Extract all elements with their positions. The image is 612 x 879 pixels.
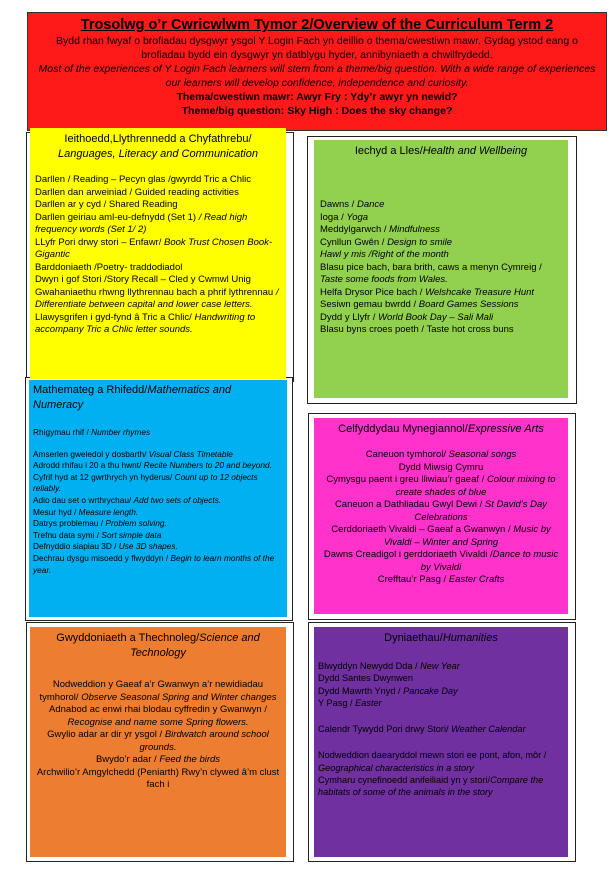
item-welsh-text: Gwylio adar ar dir yr ysgol / (47, 729, 165, 740)
item-english-text: Problem solving. (105, 518, 167, 529)
item-welsh-text: Calendr Tywydd Pori drwy Stori/ (318, 724, 452, 735)
list-item (35, 199, 281, 212)
item-english-text: Design to smile (387, 236, 453, 248)
list-item (318, 685, 564, 697)
item-welsh-text: Sesiwn gemau bwrdd / (320, 299, 419, 310)
item-english-text: Taste some foods from Wales. (320, 274, 448, 285)
item-welsh-text: Mesur hyd / (33, 506, 79, 517)
language-list (35, 174, 281, 337)
item-welsh-text: Darllen ar y cyd / Shared Reading (35, 199, 178, 210)
maths-panel (29, 380, 287, 617)
item-english-text: Begin to learn months of the year. (33, 552, 275, 575)
list-item (33, 553, 283, 576)
item-welsh-text: Datrys problemau / (33, 518, 106, 529)
item-welsh-text: Darllen dan arweiniad / Guided reading activities (35, 186, 239, 198)
list-item (318, 672, 564, 684)
item-english-text: Use 3D shapes. (118, 541, 178, 552)
list-item (320, 324, 562, 337)
language-panel (30, 128, 286, 379)
item-welsh-text: Llawysgrifen i gyd-fynd â Tric a Chlic/ (35, 311, 192, 323)
item-welsh-text: Nodweddion y Gaeaf a’r Gwanwyn a’r newidiadau tymhorol/ (39, 679, 264, 703)
list-item (320, 249, 562, 262)
list-item (36, 754, 280, 767)
item-welsh-text: Defnyddio siapiau 3D / (33, 541, 119, 552)
humanities-panel (314, 627, 568, 857)
item-english-text: New Year (420, 661, 460, 671)
item-english-text: Sort simple data (101, 529, 162, 540)
item-english-text: Count up to 12 objects reliably. (33, 471, 258, 494)
list-item (320, 449, 562, 462)
list-item (35, 212, 281, 237)
item-english-text: St David’s Day Celebrations (414, 499, 548, 523)
item-welsh-text: Bwydo’r adar / (95, 754, 160, 765)
list-item (320, 474, 562, 499)
item-welsh-text: Adrodd rhifau i 20 a thu hwnt/ (33, 460, 142, 471)
list-item (318, 774, 564, 799)
list-item (33, 427, 283, 439)
maths-list (33, 427, 283, 439)
humanities-list (318, 749, 564, 798)
item-welsh-text: Adio dau set o wrthrychau/ (33, 494, 134, 505)
health-panel (314, 140, 568, 398)
item-welsh-text: Barddoniaeth /Poetry- traddodiadol (35, 261, 183, 273)
science-panel (30, 627, 286, 857)
list-item (320, 237, 562, 250)
language-title: Ieithoedd,Llythrennedd a Chyfathrebu/ Languages, Literacy and Communication (58, 133, 258, 160)
expressive-title: Celfyddydau Mynegiannol/Expressive Arts (338, 423, 544, 435)
list-item (33, 518, 283, 530)
health-title: Iechyd a Lles/Health and Wellbeing (354, 145, 528, 157)
maths-list (33, 449, 283, 577)
theme-english: Theme/big question: Sky High : Does the sky change? (181, 105, 453, 117)
item-welsh-text: Caneuon a Dathliadau Gwyl Dewi / (334, 499, 485, 510)
list-item (35, 312, 281, 337)
maths-title: Mathemateg a Rhifedd/Mathematics and Numeracy (33, 384, 232, 411)
list-item (318, 697, 564, 709)
item-english-text: Feed the birds (159, 754, 221, 765)
list-item (33, 541, 283, 553)
item-english-text: Book Trust Chosen Book- Gigantic (35, 236, 273, 260)
list-item (33, 507, 283, 519)
list-item (320, 549, 562, 574)
item-welsh-text: Blasu byns croes poeth / Taste hot cross buns (320, 324, 514, 335)
header-banner (27, 12, 607, 131)
expressive-list (320, 449, 562, 587)
item-welsh-text: Dydd Miwsig Cymru (398, 461, 484, 473)
list-item (320, 524, 562, 549)
list-item (320, 299, 562, 312)
list-item (35, 174, 281, 187)
item-welsh-text: Dydd Mawrth Ynyd / (318, 685, 404, 696)
item-english-text: Easter (355, 697, 382, 708)
list-item (320, 312, 562, 325)
item-welsh-text: Dechrau dysgu misoedd y flwyddyn / (33, 552, 171, 563)
item-english-text: Recognise and name some Spring flowers. (67, 716, 249, 728)
list-item (33, 495, 283, 507)
item-english-text: Compare the habitats of some of the animals in the story (318, 775, 544, 798)
item-welsh-text: Gwahaniaethu rhwng llythrennau bach a phrif lythrennau (35, 286, 274, 298)
item-welsh-text: Ioga / (320, 211, 347, 223)
item-english-text: Easter Crafts (448, 574, 505, 585)
list-item (320, 574, 562, 587)
item-welsh-text: Dydd y Llyfr / (320, 311, 379, 323)
list-item (36, 704, 280, 729)
item-welsh-text: Helfa Drysor Pice bach / (320, 286, 426, 298)
list-item (318, 723, 564, 735)
item-welsh-text: Amserlen gweledol y dosbarth/ (33, 448, 149, 459)
item-english-text: Dance (356, 199, 385, 210)
welsh-intro: Bydd rhan fwyaf o brofiadau dysgwyr ysgol Y Login Fach yn deillio o thema/cwestiwn mawr. Gydag ystod eang o brofiadau bydd ein dysgwyr yn datblygu hyder, annibyniaeth a chwilfrydedd. (56, 35, 578, 61)
list-item (33, 472, 283, 495)
item-welsh-text: Cerddoriaeth Vivaldi – Gaeaf a Gwanwyn / (331, 524, 514, 535)
page-title: Trosolwg o’r Cwricwlwm Tymor 2/Overview of the Curriculum Term 2 (80, 17, 554, 33)
item-welsh-text: Blwyddyn Newydd Dda / (318, 661, 421, 671)
item-welsh-text: Dawns / (320, 199, 357, 210)
item-english-text: Number rhymes (91, 427, 151, 437)
item-english-text: Observe Seasonal Spring and Winter changes (78, 691, 277, 703)
list-item (36, 729, 280, 754)
list-item (318, 749, 564, 774)
item-welsh-text: Nodweddion daearyddol mewn stori ee pont, afon, môr / (318, 750, 547, 761)
item-welsh-text: Cymharu cynefinoedd anifeiliaid yn y stori/ (318, 775, 491, 786)
item-english-text: Board Games Sessions (418, 299, 519, 310)
list-item (33, 449, 283, 461)
item-welsh-text: Rhigymau rhif / (33, 427, 92, 437)
list-item (35, 237, 281, 262)
item-english-text: / Differentiate between capital and lower case letters. (35, 286, 279, 310)
item-english-text: Welshcake Treasure Hunt (425, 286, 535, 298)
item-english-text: Handwriting to accompany Tric a Chlic letter sounds. (35, 311, 256, 335)
item-english-text: Weather Calendar (451, 724, 526, 735)
list-item (35, 187, 281, 200)
item-welsh-text: Cyfrif hyd at 12 gwrthrych yn hyderus/ (33, 471, 173, 482)
expressive-panel (314, 418, 568, 614)
health-list (320, 199, 562, 337)
item-welsh-text: Y Pasg / (318, 697, 356, 708)
list-item (320, 212, 562, 225)
theme-welsh: Thema/cwestiwn mawr: Awyr Fry : Ydy’r awyr yn newid? (176, 91, 458, 103)
item-welsh-text: Cymysgu paent i greu lliwiau’r gaeaf / (326, 474, 487, 485)
item-english-text: Music by Vivaldi – Winter and Spring (383, 524, 551, 548)
item-english-text: Birdwatch around school grounds. (139, 729, 269, 753)
item-english-text: Measure length. (78, 506, 139, 517)
science-list (36, 679, 280, 792)
list-item (320, 224, 562, 237)
list-item (320, 462, 562, 475)
item-english-text: Colour mixing to create shades of blue (395, 474, 556, 498)
item-english-text: Hawl y mis /Right of the month (320, 249, 449, 260)
item-welsh-text: Darllen / Reading – Pecyn glas /gwyrdd Tric a Chlic (35, 174, 251, 185)
list-item (320, 499, 562, 524)
list-item (36, 767, 280, 792)
item-welsh-text: LLyfr Pori drwy stori – Enfawr/ (35, 236, 162, 248)
item-welsh-text: Cynllun Gwên / (320, 236, 388, 248)
item-welsh-text: Meddylgarwch / (320, 224, 390, 235)
item-welsh-text: Blasu pice bach, bara brith, caws a menyn Cymreig / (320, 261, 542, 273)
item-welsh-text: Dwyn i gof Stori /Story Recall – Cled y Cwmwl Unig (35, 274, 251, 285)
item-welsh-text: Adnabod ac enwi rhai blodau cyffredin y Gwanwyn / (49, 704, 267, 715)
list-item (33, 460, 283, 472)
list-item (320, 262, 562, 287)
science-title: Gwyddoniaeth a Thechnoleg/Science and Technology (56, 632, 260, 659)
item-welsh-text: Caneuon tymhorol/ (365, 449, 449, 460)
item-english-text: Geographical characteristics in a story (318, 762, 474, 773)
list-item (35, 287, 281, 312)
humanities-list (318, 660, 564, 709)
item-english-text: Seasonal songs (448, 449, 517, 460)
item-welsh-text: Trefnu data symi / (33, 529, 102, 540)
list-item (35, 274, 281, 287)
list-item (320, 199, 562, 212)
item-english-text: Dance to music by Vivaldi (420, 549, 559, 573)
english-intro: Most of the experiences of Y Login Fach learners will stem from a theme/big question. With a wide range of experiences our learners will develop confidence, independence and curiosity. (38, 63, 596, 89)
list-item (320, 287, 562, 300)
item-welsh-text: Dydd Santes Dwynwen (318, 673, 413, 684)
item-english-text: Recite Numbers to 20 and beyond. (141, 460, 272, 471)
item-english-text: Visual Class Timetable (148, 448, 233, 459)
humanities-title: Dyniaethau/Humanities (384, 632, 498, 644)
item-welsh-text: Archwilio’r Amgylchedd (Peniarth) Rwy’n clywed â’m clust fach i (36, 766, 280, 790)
humanities-list (318, 723, 564, 735)
list-item (33, 530, 283, 542)
item-english-text: World Book Day – Sali Mali (378, 311, 494, 323)
item-welsh-text: Darllen geiriau aml-eu-defnydd (Set 1) (35, 211, 197, 223)
item-english-text: Mindfulness (389, 224, 440, 235)
list-item (36, 679, 280, 704)
item-welsh-text: Crefftau’r Pasg / (377, 574, 449, 585)
item-english-text: Yoga (346, 211, 369, 223)
item-english-text: Add two sets of objects. (133, 494, 222, 505)
item-english-text: Pancake Day (403, 685, 458, 696)
list-item (318, 660, 564, 672)
item-welsh-text: Dawns Creadigol i gerddoriaeth Vivaldi / (323, 549, 493, 560)
list-item (35, 262, 281, 275)
item-english-text: / Read high frequency words (Set 1/ 2) (35, 211, 248, 235)
